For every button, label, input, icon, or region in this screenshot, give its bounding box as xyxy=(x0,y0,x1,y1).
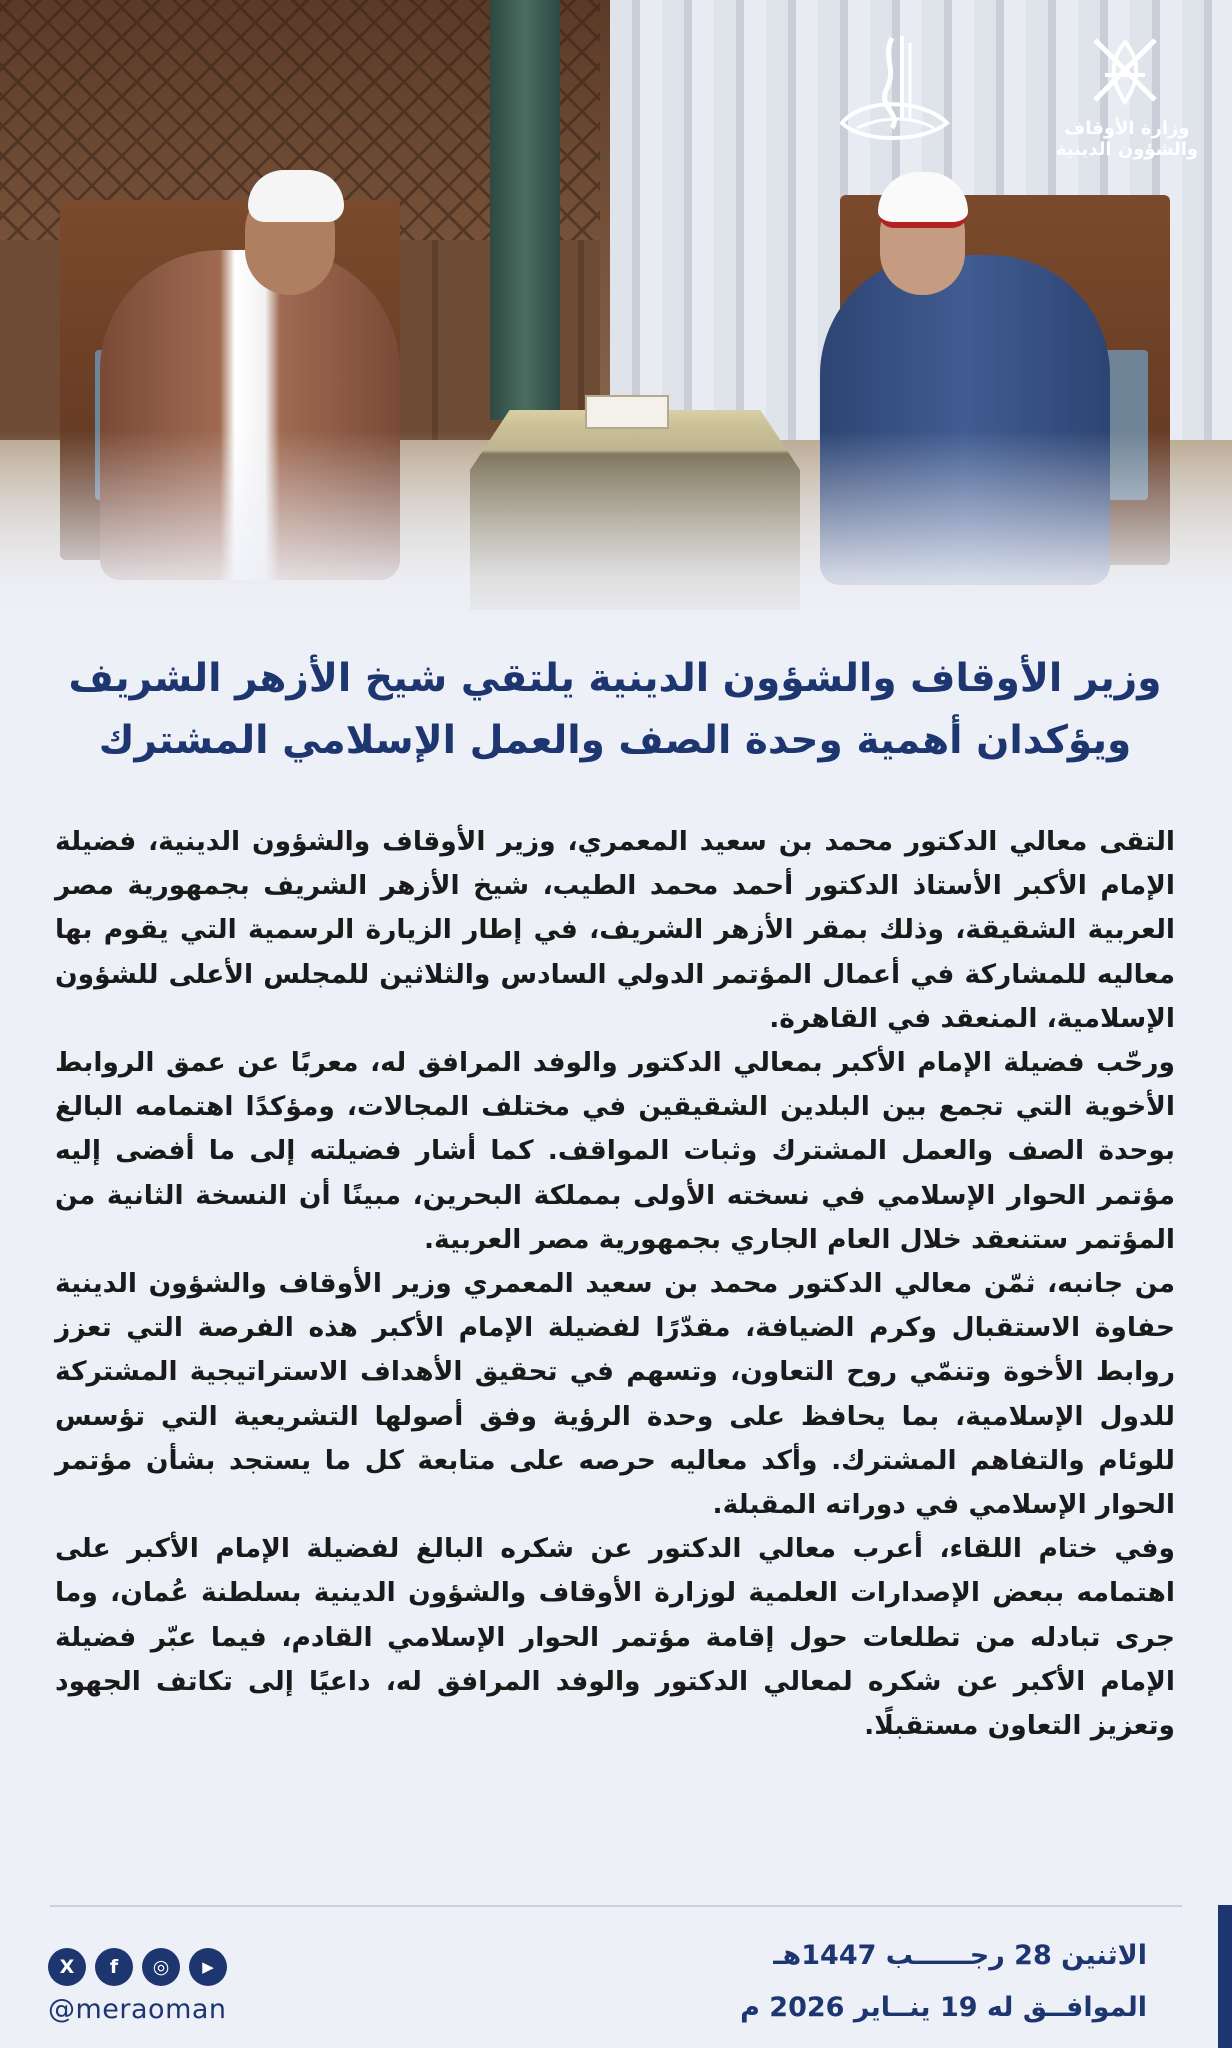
paragraph-4: وفي ختام اللقاء، أعرب معالي الدكتور عن شكره البالغ لفضيلة الإمام الأكبر على اهتمامه ببعض الإصدارات العلمية لوزارة الأوقاف والشؤون الدينية بسلطنة عُمان، وما جرى تبادله من تطلعات حول إقامة مؤتمر الحوار الإسلامي القادم، فيما عبّر فضيلة الإمام الأكبر عن شكره لمعالي الدكتور والوفد المرافق له، داعيًا إلى تكاتف الجهود وتعزيز التعاون مستقبلًا. xyxy=(55,1533,1175,1742)
azhar-logo xyxy=(822,28,962,158)
date-block xyxy=(647,1930,1147,2034)
headline xyxy=(50,648,1180,772)
social-handle[interactable]: @meraoman xyxy=(48,1994,227,2025)
paragraph-2: ورحّب فضيلة الإمام الأكبر بمعالي الدكتور والوفد المرافق له، معربًا عن عمق الروابط الأخوية التي تجمع بين البلدين الشقيقين في مختلف المجالات، ومؤكدًا اهتمامه البالغ بوحدة الصف والعمل المشترك وثبات المواقف. كما أشار فضيلته إلى ما أفضى إليه مؤتمر الحوار الإسلامي في نسخته الأولى بمملكة البحرين، مبينًا أن النسخة الثانية من المؤتمر ستنعقد خلال العام الجاري بجمهورية مصر العربية. xyxy=(55,1047,1175,1255)
footer-accent xyxy=(1218,1905,1232,2048)
youtube-icon[interactable]: ▶ xyxy=(189,1948,227,1986)
article-body xyxy=(55,820,1175,1748)
paragraph-1: التقى معالي الدكتور محمد بن سعيد المعمري، وزير الأوقاف والشؤون الدينية، فضيلة الإمام الأكبر الأستاذ الدكتور أحمد محمد الطيب، شيخ الأزهر الشريف بجمهورية مصر العربية الشقيقة، وذلك بمقر الأزهر الشريف، في إطار الزيارة الرسمية التي يقوم بها معاليه للمشاركة في أعمال المؤتمر الدولي السادس والثلاثين للمجلس الأعلى للشؤون الإسلامية، المنعقد في القاهرة. xyxy=(55,826,1175,1034)
gregorian-date: الموافــق له 19 ينــاير 2026 م xyxy=(740,1992,1147,2023)
headline-line-2: ويؤكدان أهمية وحدة الصف والعمل الإسلامي المشترك xyxy=(98,718,1132,763)
instagram-icon[interactable]: ◎ xyxy=(142,1948,180,1986)
paragraph-3: من جانبه، ثمّن معالي الدكتور محمد بن سعيد المعمري وزير الأوقاف والشؤون الدينية حفاوة الاستقبال وكرم الضيافة، مقدّرًا لفضيلة الإمام الأكبر هذه الفرصة التي تعزز روابط الأخوة وتنمّي روح التعاون، وتسهم في تحقيق الأهداف الاستراتيجية المشتركة للدول الإسلامية، بما يحافظ على وحدة الرؤية وفق أصولها التشريعية التي تؤسس للوئام والتفاهم المشترك. وأكد معاليه حرصه على متابعة كل ما يستجد بشأن مؤتمر الحوار الإسلامي في دوراته المقبلة. xyxy=(55,1268,1175,1521)
facebook-icon[interactable]: f xyxy=(95,1948,133,1986)
ministry-logo xyxy=(1042,30,1212,160)
social-links xyxy=(48,1948,238,2025)
hijri-date: الاثنين 28 رجــــــب 1447هـ xyxy=(773,1940,1147,1971)
headline-line-1: وزير الأوقاف والشؤون الدينية يلتقي شيخ الأزهر الشريف xyxy=(68,656,1162,701)
ministry-name: وزارة الأوقاف والشؤون الدينية xyxy=(1055,118,1199,160)
x-icon[interactable]: X xyxy=(48,1948,86,1986)
footer-divider xyxy=(50,1905,1182,1907)
header-photo xyxy=(0,0,1232,640)
